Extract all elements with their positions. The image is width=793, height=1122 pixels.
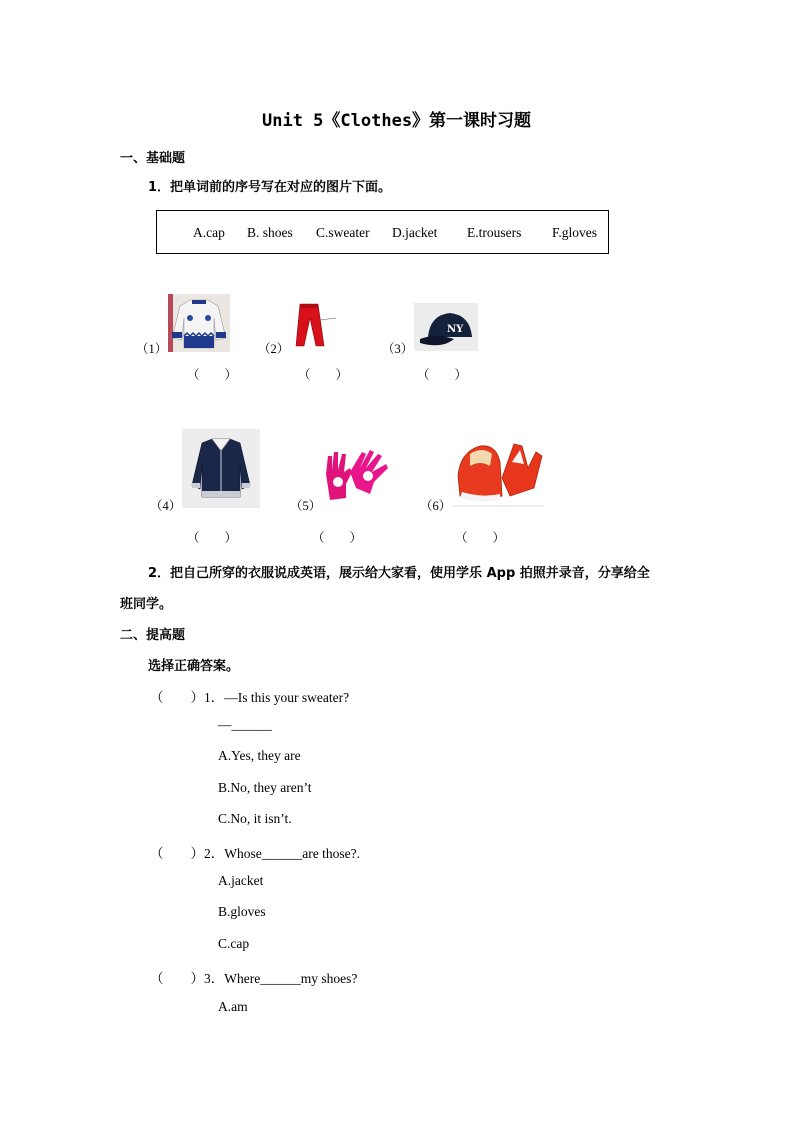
- word-box: [156, 210, 609, 254]
- picture-label: （5）: [290, 499, 322, 513]
- picture-label: （4）: [150, 499, 182, 513]
- q2-text-line1: 2．把自己所穿的衣服说成英语，展示给大家看，使用学乐 App 拍照并录音，分享给全: [148, 566, 650, 581]
- option[interactable]: C.No, it isn’t.: [218, 811, 292, 826]
- section2-heading: 二、提高题: [120, 628, 186, 643]
- answer-blank[interactable]: （ ）: [298, 368, 349, 382]
- page-title: Unit 5《Clothes》第一课时习题: [262, 111, 532, 131]
- svg-text:NY: NY: [447, 324, 464, 335]
- gloves-icon: [320, 444, 396, 506]
- answer-blank[interactable]: （ ）: [417, 368, 468, 382]
- word-option: E.trousers: [467, 225, 522, 240]
- option[interactable]: C.cap: [218, 936, 250, 951]
- answer-blank[interactable]: （ ）: [187, 531, 238, 545]
- shoes-icon: [452, 432, 544, 508]
- picture-label: （1）: [136, 342, 168, 356]
- option[interactable]: A.am: [218, 999, 248, 1014]
- cap-icon: [414, 303, 478, 351]
- answer-blank[interactable]: （ ）: [187, 368, 238, 382]
- word-option: F.gloves: [552, 225, 598, 240]
- option[interactable]: A.Yes, they are: [218, 748, 301, 763]
- word-option: D.jacket: [392, 225, 438, 240]
- section2-instruction: 选择正确答案。: [148, 659, 240, 674]
- question-stem: （ ）1．—Is this your sweater?: [150, 690, 350, 705]
- option[interactable]: B.gloves: [218, 904, 266, 919]
- trousers-icon: [290, 302, 338, 348]
- jacket-icon: [182, 429, 260, 508]
- section1-heading: 一、基础题: [120, 151, 186, 166]
- option[interactable]: B.No, they aren’t: [218, 780, 312, 795]
- answer-line[interactable]: —______: [218, 717, 272, 732]
- word-option: A.cap: [193, 225, 225, 240]
- sweater-icon: [168, 294, 230, 352]
- picture-label: （2）: [258, 342, 290, 356]
- word-option: B. shoes: [247, 225, 293, 240]
- answer-blank[interactable]: （ ）: [312, 531, 363, 545]
- option[interactable]: A.jacket: [218, 873, 264, 888]
- q1-instruction: 1．把单词前的序号写在对应的图片下面。: [148, 180, 392, 195]
- picture-label: （6）: [420, 499, 452, 513]
- answer-blank[interactable]: （ ）: [455, 531, 506, 545]
- q2-text-line2: 班同学。: [120, 597, 173, 612]
- question-stem: （ ）2．Whose______are those?.: [150, 846, 360, 861]
- word-option: C.sweater: [316, 225, 370, 240]
- question-stem: （ ）3．Where______my shoes?: [150, 971, 358, 986]
- picture-label: （3）: [382, 342, 414, 356]
